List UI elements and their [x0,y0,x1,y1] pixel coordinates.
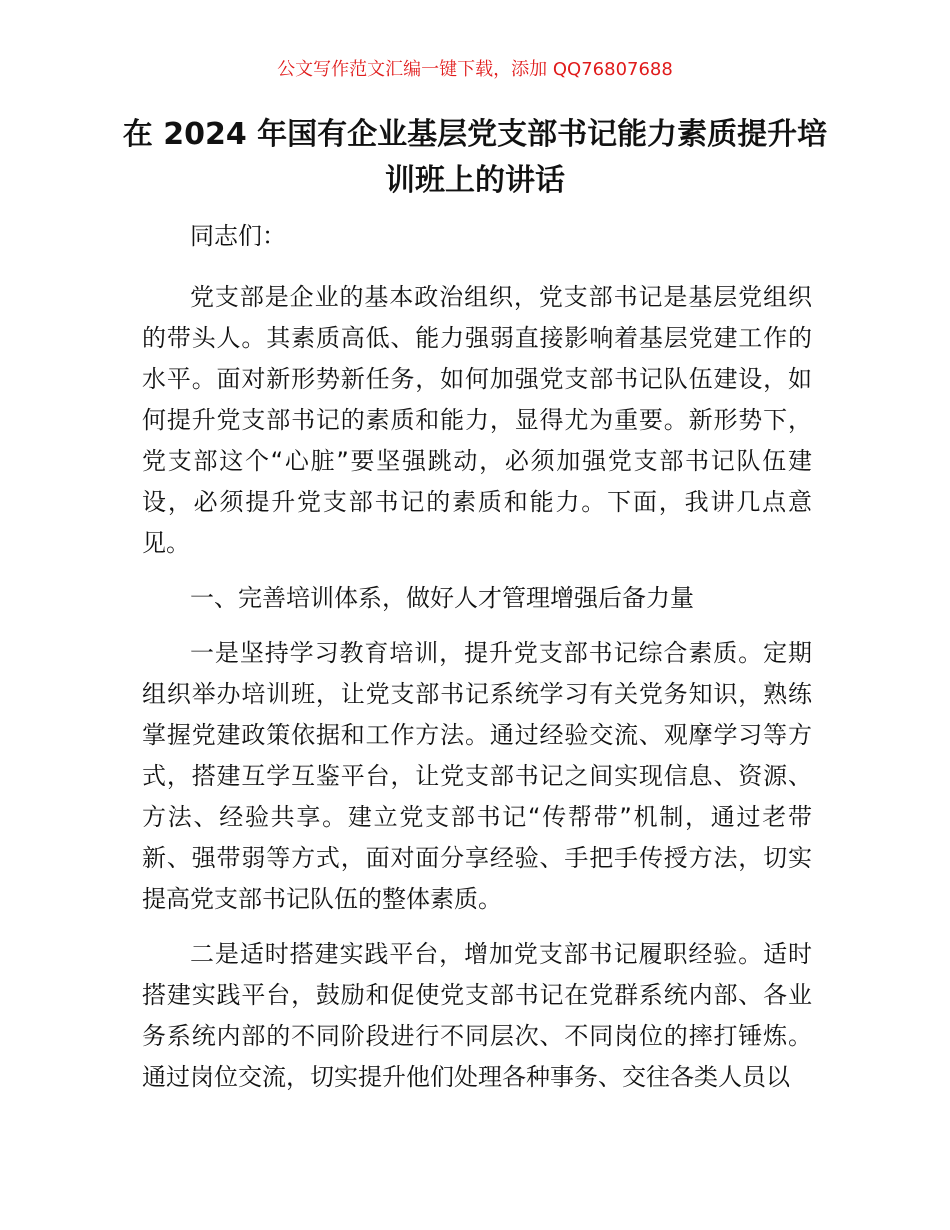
paragraph-intro: 党支部是企业的基本政治组织，党支部书记是基层党组织的带头人。其素质高低、能力强弱直接影响着基层党建工作的水平。面对新形势新任务，如何加强党支部书记队伍建设，如何提升党支部书记的素质和能力，显得尤为重要。新形势下，党支部这个“心脏”要坚强跳动，必须加强党支部书记队伍建设，必须提升党支部书记的素质和能力。下面，我讲几点意见。 [142,283,812,557]
paragraph-point-1: 一是坚持学习教育培训，提升党支部书记综合素质。定期组织举办培训班，让党支部书记系统学习有关党务知识，熟练掌握党建政策依据和工作方法。通过经验交流、观摩学习等方式，搭建互学互鉴平台，让党支部书记之间实现信息、资源、方法、经验共享。建立党支部书记“传帮带”机制，通过老带新、强带弱等方式，面对面分享经验、手把手传授方法，切实提高党支部书记队伍的整体素质。 [142,639,812,913]
salutation: 同志们： [190,222,286,250]
section-heading-1: 一、完善培训体系，做好人才管理增强后备力量 [190,584,694,612]
header-download-note: 公文写作范文汇编一键下载，添加 QQ76807688 [277,59,673,80]
document-body [142,216,812,1112]
paragraph-point-2: 二是适时搭建实践平台，增加党支部书记履职经验。适时搭建实践平台，鼓励和促使党支部书记在党群系统内部、各业务系统内部的不同阶段进行不同层次、不同岗位的摔打锤炼。通过岗位交流，切实提升他们处理各种事务、交往各类人员以 [142,940,812,1091]
document-title: 在 2024 年国有企业基层党支部书记能力素质提升培训班上的讲话 [122,117,828,198]
